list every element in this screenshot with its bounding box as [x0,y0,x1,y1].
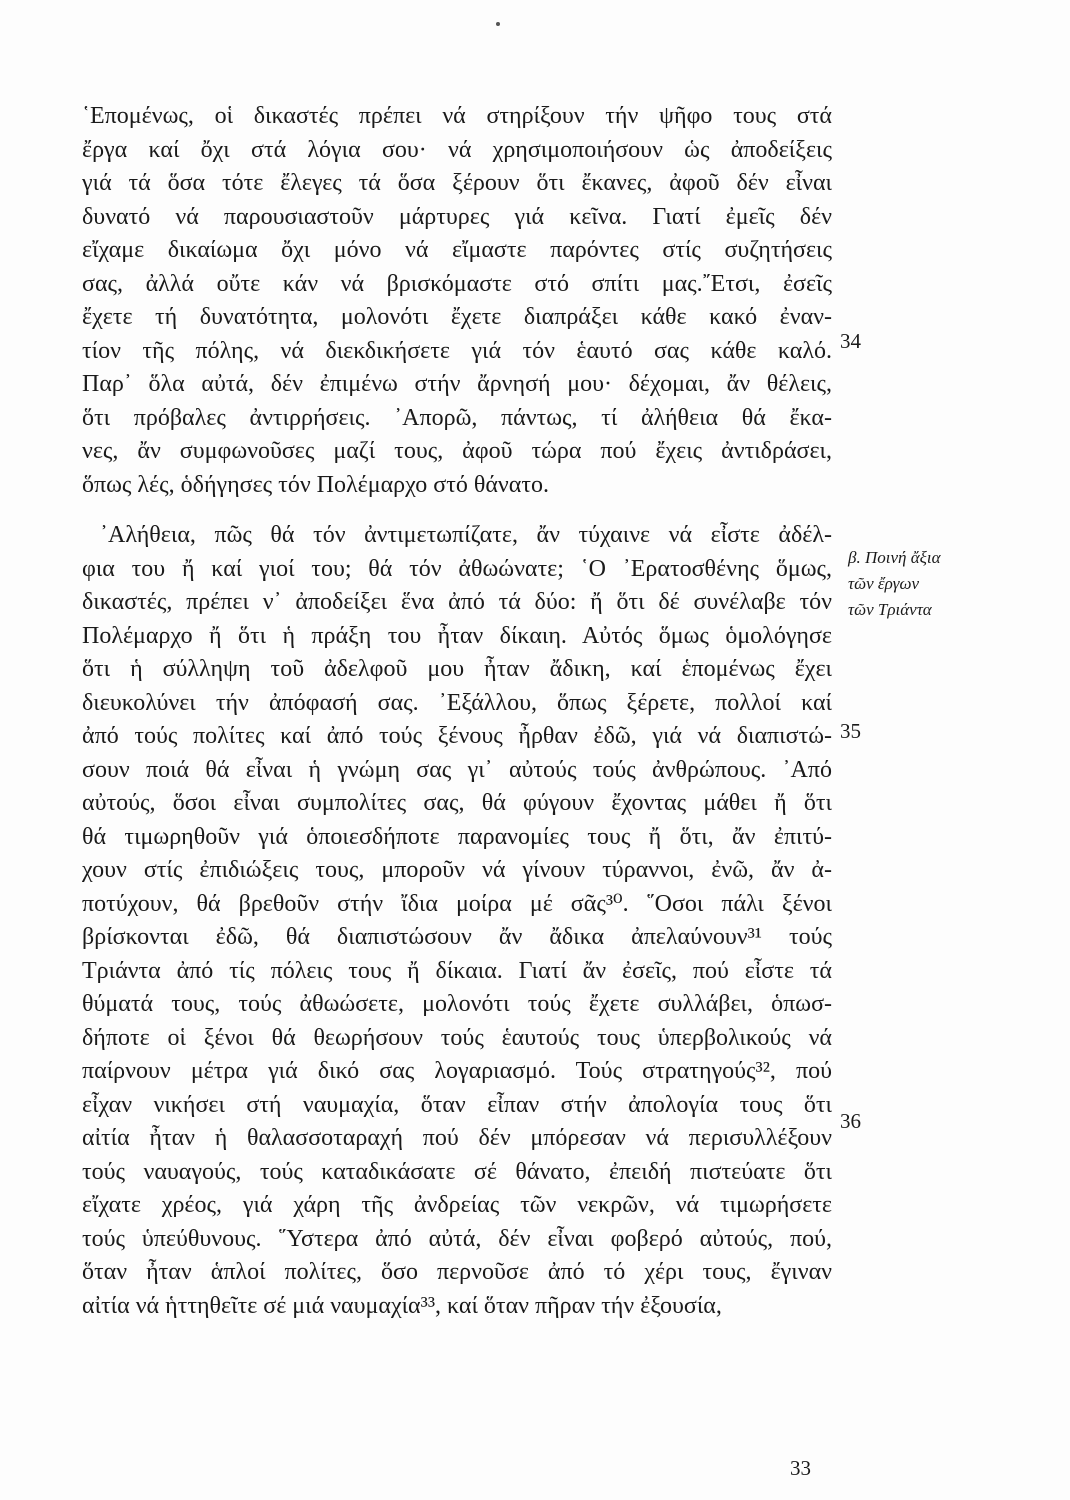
text-line: φια του ἤ καί γιοί του; θά τόν ἀθωώνατε; ῾Ο ᾿Ερατοσθένης ὅμως, [82,555,832,582]
text-line: τίον τῆς πόλης, νά διεκδικήσετε γιά τόν ἑαυτό σας κάθε καλό. [82,337,832,364]
text-line: θύματά τους, τούς ἀθωώσετε, μολονότι τούς ἔχετε συλλάβει, ὁπωσ- [82,991,832,1017]
text-line: θά τιμωρηθοῦν γιά ὁποιεσδήποτε παρανομίες τους ἤ ὅτι, ἄν ἐπιτύ- [82,823,832,850]
page-number: 33 [790,1456,811,1480]
text-line: Πολέμαρχο ἤ ὅτι ἡ πράξη του ἦταν δίκαιη. Αὐτός ὅμως ὁμολόγησε [82,622,832,649]
text-line: ἔχετε τή δυνατότητα, μολονότι ἔχετε διαπράξει κάθε κακό ἐναν- [82,304,832,330]
text-line: Τριάντα ἀπό τίς πόλεις τους ἤ δίκαια. Γιατί ἄν ἐσεῖς, πού εἶστε τά [82,957,832,984]
text-line: διευκολύνει τήν ἀπόφασή σας. ᾿Εξάλλου, ὅπως ξέρετε, πολλοί καί [82,689,832,716]
margin-note-line: τῶν Τριάντα [848,600,932,619]
text-line: εἶχαν νικήσει στή ναυμαχία, ὅταν εἶπαν στήν ἀπολογία τους ὅτι [82,1091,832,1118]
text-line: δυνατό νά παρουσιαστοῦν μάρτυρες γιά κεῖνα. Γιατί ἐμεῖς δέν [82,203,832,230]
text-line: ὅτι ἡ σύλληψη τοῦ ἀδελφοῦ μου ἦταν ἄδικη, καί ἑπομένως ἔχει [82,656,832,682]
margin-note-line: τῶν ἔργων [848,574,919,593]
text-line: αὐτούς, ὅσοι εἶναι συμπολίτες σας, θά φύγουν ἔχοντας μάθει ἤ ὅτι [82,790,832,816]
text-line: ποτύχουν, θά βρεθοῦν στήν ἴδια μοίρα μέ σᾶς³⁰. ῞Οσοι πάλι ξένοι [82,890,832,917]
text-line: χουν στίς ἐπιδιώξεις τους, μποροῦν νά γίνουν τύραννοι, ἐνῶ, ἄν ἀ- [82,857,832,883]
text-line: εἴχατε χρέος, γιά χάρη τῆς ἀνδρείας τῶν νεκρῶν, νά τιμωρήσετε [82,1192,832,1218]
scan-speck [496,22,500,26]
text-line: ῾Επομένως, οἱ δικαστές πρέπει νά στηρίξουν τήν ψῆφο τους στά [82,103,832,129]
text-line: δήποτε οἱ ξένοι θά θεωρήσουν τούς ἑαυτούς τους ὑπερβολικούς νά [82,1024,832,1051]
margin-note-line: β. Ποινή ἄξια [848,548,941,567]
margin-note [848,545,941,623]
text-line: γιά τά ὅσα τότε ἔλεγες τά ὅσα ξέρουν ὅτι ἔκανες, ἀφοῦ δέν εἶναι [82,170,832,196]
text-line: παίρνουν μέτρα γιά δικό σας λογαριασμό. Τούς στρατηγούς³², πού [82,1058,832,1084]
text-line: βρίσκονται ἐδῶ, θά διαπιστώσουν ἄν ἄδικα ἀπελαύνουν³¹ τούς [82,924,832,950]
text-line: ἀπό τούς πολίτες καί ἀπό τούς ξένους ἦρθαν ἐδῶ, γιά νά διαπιστώ- [82,723,832,749]
paragraph-2 [82,519,832,1323]
text-line: δικαστές, πρέπει ν᾿ ἀποδείξει ἕνα ἀπό τά δύο: ἤ ὅτι δέ συνέλαβε τόν [82,589,832,615]
text-line: ἔργα καί ὄχι στά λόγια σου· νά χρησιμοποιήσουν ὡς ἀποδείξεις [82,136,832,163]
text-line: αἰτία νά ἡττηθεῖτε σέ μιά ναυμαχία³³, καί ὅταν πῆραν τήν ἐξουσία, [82,1292,722,1319]
text-line: σουν ποιά θά εἶναι ἡ γνώμη σας γι᾿ αὐτούς τούς ἀνθρώπους. ᾿Από [82,756,832,783]
section-number-35: 35 [840,719,861,743]
text-line: τούς ὑπεύθυνους. ῞Υστερα ἀπό αὐτά, δέν εἶναι φοβερό αὐτούς, πού, [82,1225,832,1252]
text-line: νες, ἄν συμφωνοῦσες μαζί τους, ἀφοῦ τώρα πού ἔχεις ἀντιδράσει, [82,438,832,464]
text-line: ὅπως λές, ὁδήγησες τόν Πολέμαρχο στό θάνατο. [82,471,549,498]
text-line: ὅταν ἦταν ἁπλοί πολίτες, ὅσο περνοῦσε ἀπό τό χέρι τους, ἔγιναν [82,1259,832,1285]
text-line: ᾿Αλήθεια, πῶς θά τόν ἀντιμετωπίζατε, ἄν τύχαινε νά εἶστε ἀδέλ- [100,522,832,548]
text-line: τούς ναυαγούς, τούς καταδικάσατε σέ θάνατο, ἐπειδή πιστεύατε ὅτι [82,1158,832,1185]
section-number-36: 36 [840,1109,861,1133]
section-number-34: 34 [840,329,861,353]
text-line: ὅτι πρόβαλες ἀντιρρήσεις. ᾿Απορῶ, πάντως, τί ἀλήθεια θά ἔκα- [82,404,832,431]
body-text [82,100,832,1323]
text-line: εἴχαμε δικαίωμα ὄχι μόνο νά εἴμαστε παρόντες στίς συζητήσεις [82,237,832,263]
paragraph-1 [82,100,832,502]
text-line: σας, ἀλλά οὔτε κάν νά βρισκόμαστε στό σπίτι μας.῎Ετσι, ἐσεῖς [82,270,832,297]
text-line: αἰτία ἦταν ἡ θαλασσοταραχή πού δέν μπόρεσαν νά περισυλλέξουν [82,1125,832,1151]
text-line: Παρ᾿ ὅλα αὐτά, δέν ἐπιμένω στήν ἄρνησή μου· δέχομαι, ἄν θέλεις, [82,371,832,397]
